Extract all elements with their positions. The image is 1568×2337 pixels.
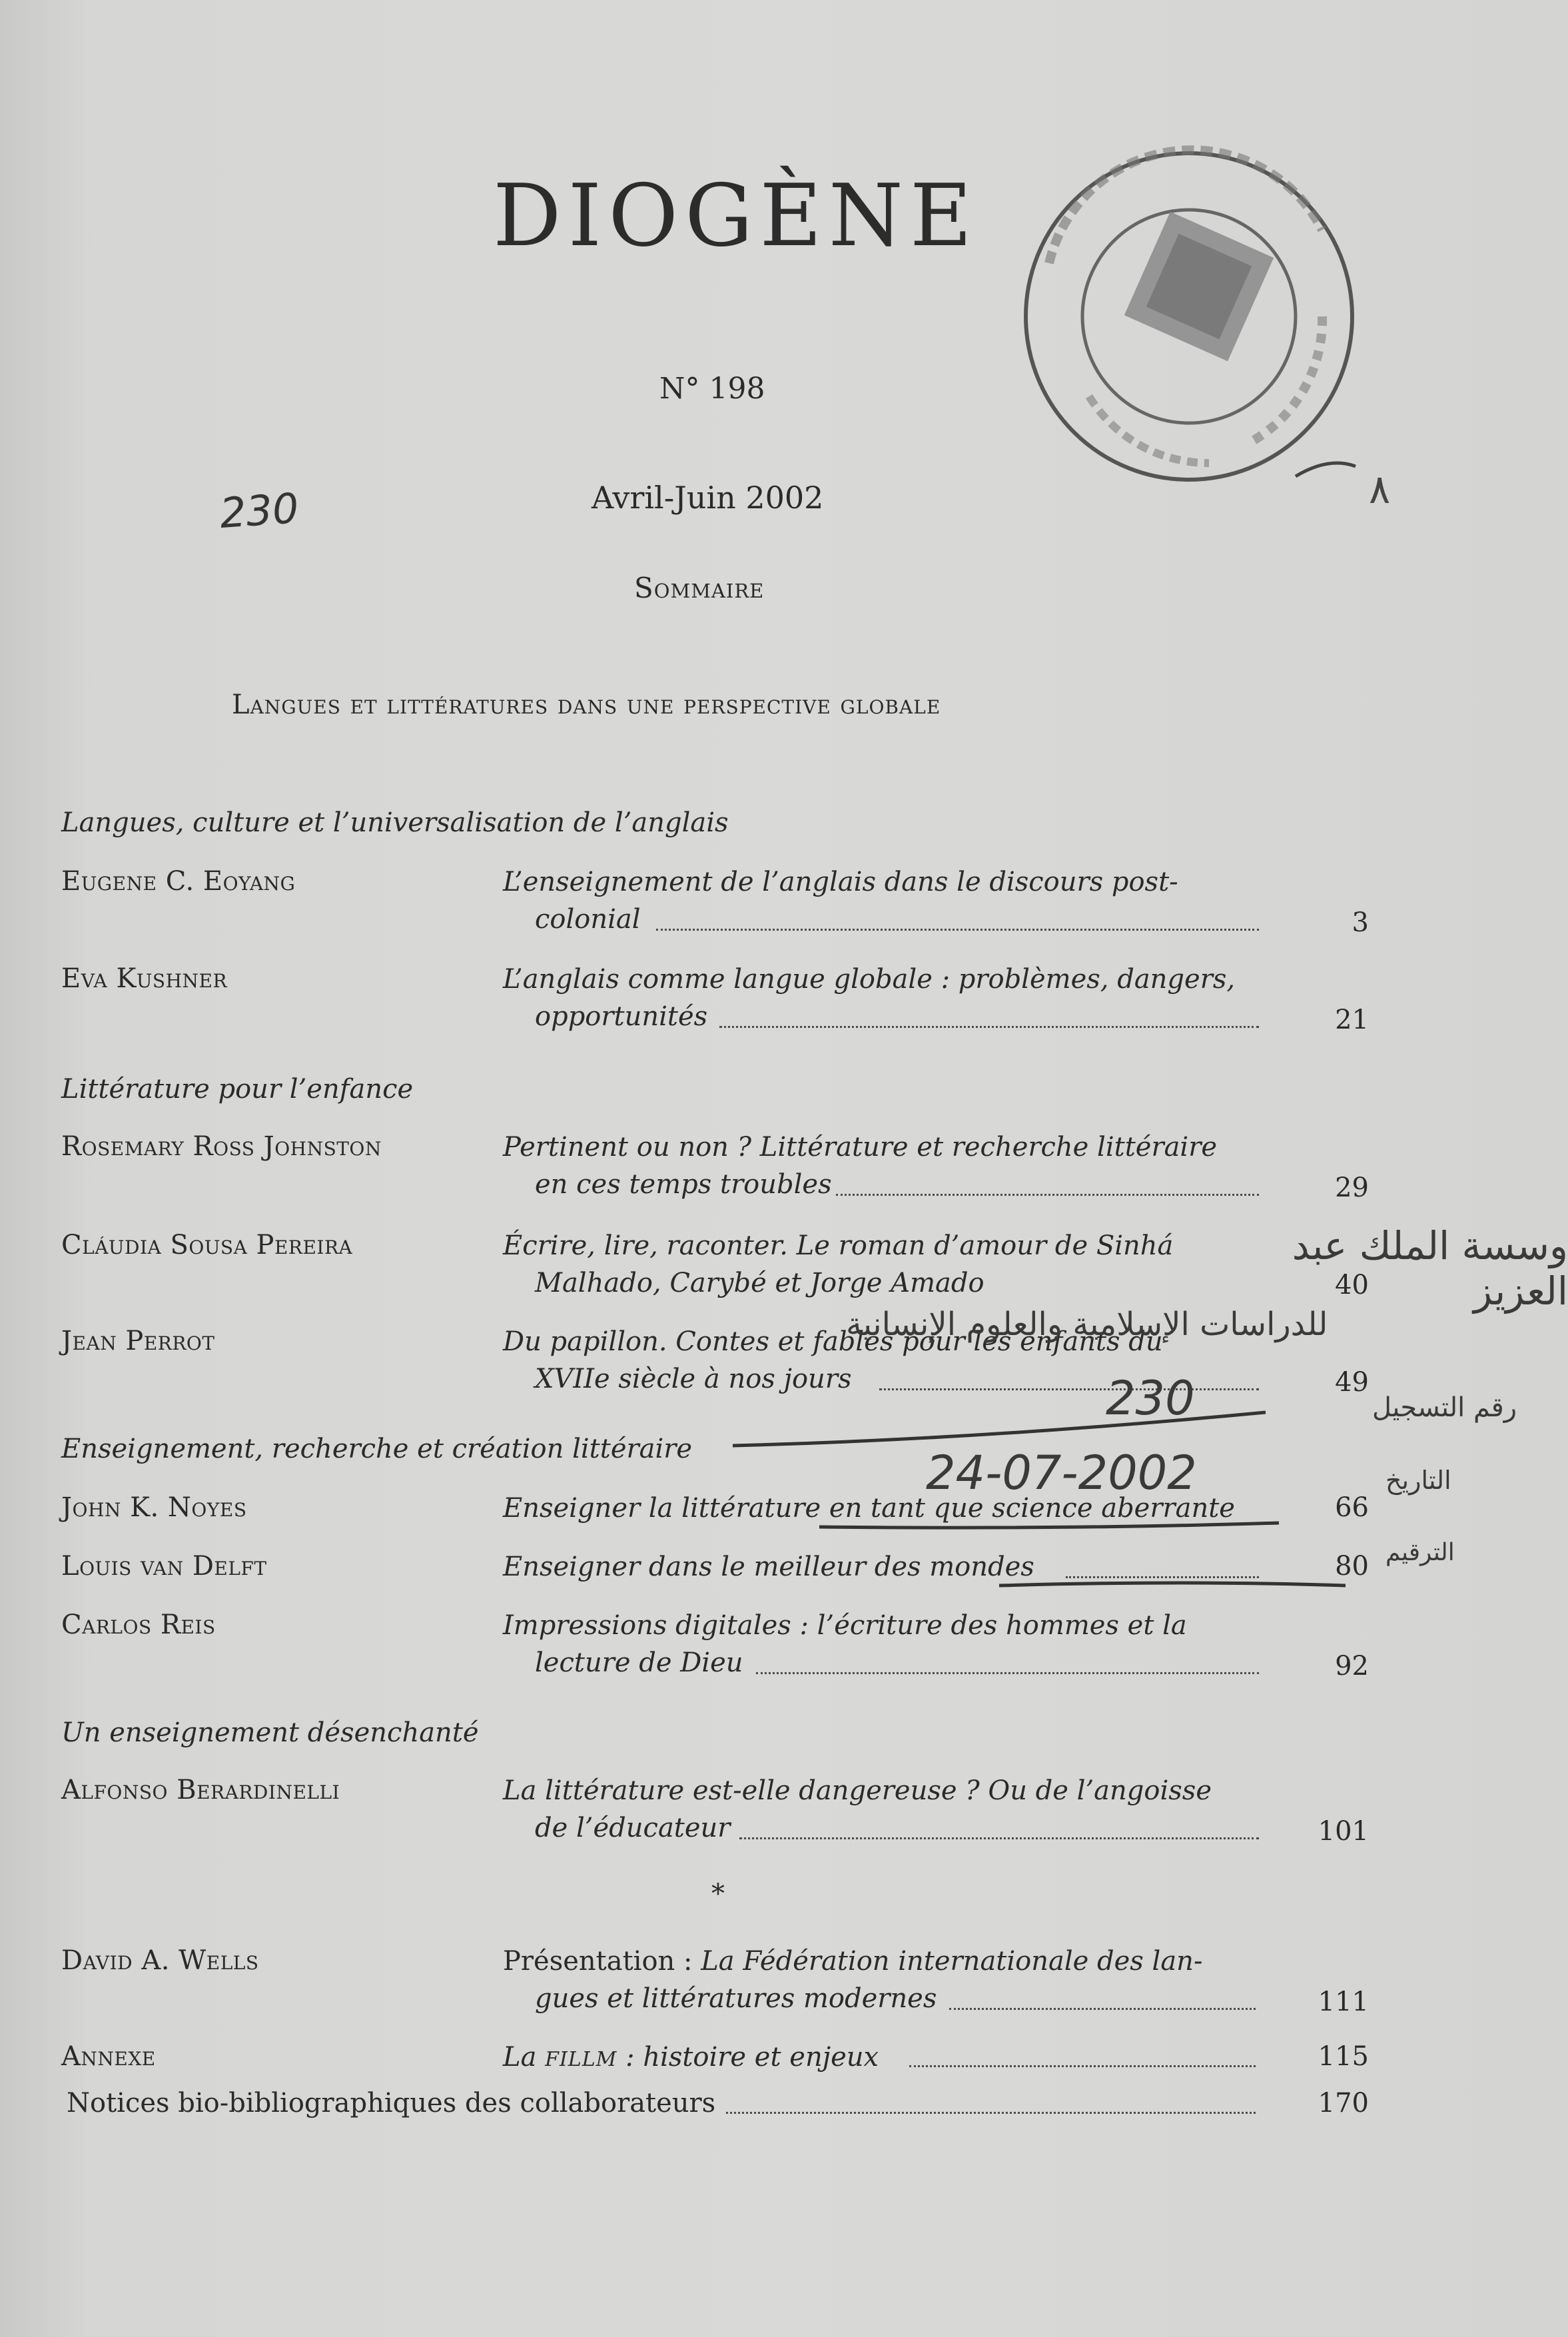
entry-page: 3 (1352, 907, 1369, 938)
entry-title: Impressions digitales : l’écriture des hommes et la lecture de Dieu (503, 1610, 1187, 1678)
notices-label: Notices bio-bibliographiques des collaborateurs (67, 2088, 716, 2118)
dot-leader (756, 1672, 1259, 1674)
entry-page: 101 (1318, 1816, 1369, 1847)
entry-title: Du papillon. Contes et fables pour les enfants du XVIIe siècle à nos jours (503, 1326, 1163, 1394)
handwritten-register-line1: وسسة الملك عبد العزيز (1292, 1223, 1568, 1314)
entry-title: L’anglais comme langue globale : problèmes, dangers, opportunités (503, 964, 1236, 1032)
dot-leader (836, 1194, 1259, 1196)
stamp-handwritten-mark: ٨ (1369, 466, 1391, 513)
entry-author: David A. Wells (61, 1945, 259, 1976)
notices-page: 170 (1318, 2088, 1369, 2118)
entry-author: John K. Noyes (61, 1492, 247, 1523)
entry-page: 49 (1335, 1367, 1369, 1398)
entry-page: 80 (1335, 1551, 1369, 1582)
entry-title: Enseigner dans le meilleur des mondes (503, 1552, 1034, 1582)
section-heading: Un enseignement désenchanté (61, 1717, 479, 1748)
entry-page: 40 (1335, 1270, 1369, 1300)
handwritten-code-label: الترقيم (1385, 1539, 1455, 1566)
entry-title: Écrire, lire, raconter. Le roman d’amour de Sinhá Malhado, Carybé et Jorge Amado (503, 1230, 1174, 1298)
issue-number: N° 198 (659, 372, 765, 406)
entry-title: Présentation : La Fédération internationale des lan- gues et littératures modernes (503, 1946, 1203, 2014)
entry-author: Cláudia Sousa Pereira (61, 1230, 353, 1260)
entry-author: Louis van Delft (61, 1551, 267, 1582)
theme-heading: Langues et littératures dans une perspective globale (232, 690, 941, 720)
entry-title: Enseigner la littérature en tant que science aberrante (503, 1493, 1235, 1524)
entry-page: 92 (1335, 1651, 1369, 1681)
handwritten-register-date: 24-07-2002 (926, 1446, 1197, 1500)
entry-author: Alfonso Berardinelli (61, 1775, 340, 1805)
entry-author: Eva Kushner (61, 963, 228, 994)
handwritten-number: 230 (218, 483, 300, 538)
entry-page: 115 (1318, 2041, 1369, 2072)
handwritten-register-no-label: رقم التسجيل (1372, 1392, 1517, 1423)
entry-title: Pertinent ou non ? Littérature et recherche littéraire en ces temps troubles (503, 1132, 1218, 1200)
section-heading: Enseignement, recherche et création littéraire (61, 1434, 693, 1464)
section-heading: Langues, culture et l’universalisation de l’anglais (61, 807, 729, 838)
dot-leader (726, 2112, 1256, 2114)
issue-date: Avril-Juin 2002 (591, 480, 824, 516)
handwritten-date-label: التاريخ (1385, 1466, 1451, 1495)
handwritten-register-line2: للدراسات الإسلامية والعلوم الإنسانية (846, 1306, 1328, 1343)
journal-title: DIOGÈNE (493, 167, 979, 266)
library-stamp (1009, 130, 1402, 523)
entry-author: Eugene C. Eoyang (61, 866, 296, 897)
section-heading: Littérature pour l’enfance (61, 1074, 414, 1105)
entry-page: 66 (1335, 1492, 1369, 1523)
entry-page: 111 (1318, 1987, 1369, 2017)
separator-star: * (711, 1879, 725, 1909)
entry-title: La littérature est-elle dangereuse ? Ou de l’angoisse de l’éducateur (503, 1775, 1212, 1843)
entry-author: Jean Perrot (61, 1326, 215, 1356)
dot-leader (656, 929, 1259, 931)
handwritten-register-no: 230 (1106, 1371, 1195, 1426)
entry-page: 21 (1335, 1005, 1369, 1035)
dot-leader (739, 1837, 1259, 1839)
dot-leader (949, 2008, 1256, 2010)
entry-title: L’enseignement de l’anglais dans le discours post- colonial (503, 867, 1178, 935)
entry-page: 29 (1335, 1172, 1369, 1203)
sommaire-heading: Sommaire (634, 572, 765, 604)
entry-author: Annexe (61, 2041, 156, 2072)
entry-author: Carlos Reis (61, 1610, 216, 1640)
dot-leader (719, 1026, 1259, 1028)
entry-author: Rosemary Ross Johnston (61, 1131, 382, 1162)
entry-title: La FILLM : histoire et enjeux (503, 2042, 879, 2073)
dot-leader (909, 2065, 1256, 2067)
